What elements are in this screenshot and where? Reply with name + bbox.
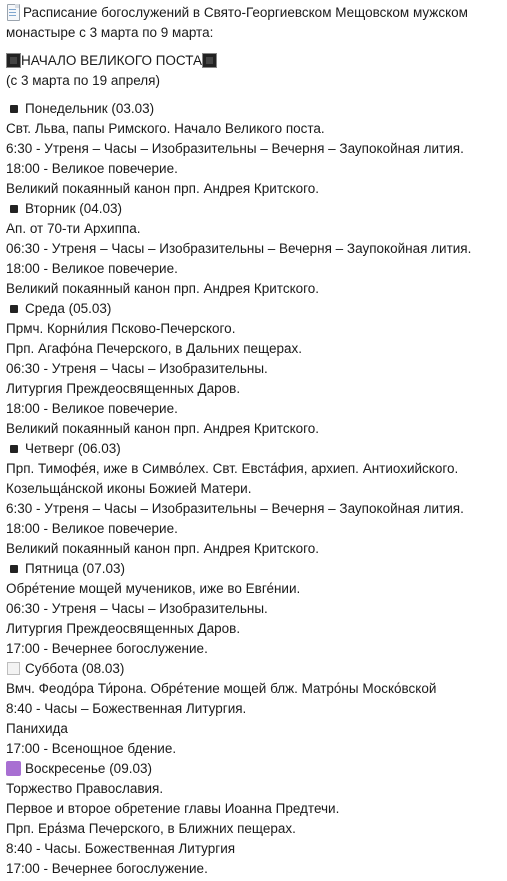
intro-text bbox=[6, 3, 501, 43]
day-title: Понедельник (03.03) bbox=[25, 101, 155, 116]
schedule-line: 06:30 - Утреня – Часы – Изобразительны – Вечерня – Заупокойная лития. bbox=[6, 241, 472, 256]
black-small-square-icon bbox=[6, 301, 21, 316]
day-heading bbox=[6, 99, 501, 119]
day-title: Воскресенье (09.03) bbox=[25, 761, 152, 776]
schedule-line: 6:30 - Утреня – Часы – Изобразительны – Вечерня – Заупокойная лития. bbox=[6, 141, 464, 156]
schedule-line: 06:30 - Утреня – Часы – Изобразительны. bbox=[6, 361, 268, 376]
white-square-icon bbox=[6, 661, 21, 676]
schedule-line: 18:00 - Великое повечерие. bbox=[6, 261, 178, 276]
day-title: Четверг (06.03) bbox=[25, 441, 121, 456]
day-heading bbox=[6, 299, 501, 319]
schedule-line: Литургия Преждеосвященных Даров. bbox=[6, 381, 241, 396]
day-title: Среда (05.03) bbox=[25, 301, 112, 316]
day-title: Вторник (04.03) bbox=[25, 201, 123, 216]
day-heading bbox=[6, 199, 501, 219]
lent-title bbox=[6, 51, 501, 71]
day-title: Пятница (07.03) bbox=[25, 561, 125, 576]
day-heading bbox=[6, 659, 501, 679]
intro-label: Расписание богослужений в Свято-Георгиевском Мещовском мужском монастыре с 3 марта по 9 марта: bbox=[6, 5, 468, 40]
schedule-line: Великий покаянный канон прп. Андрея Критского. bbox=[6, 421, 320, 436]
schedule-line: Великий покаянный канон прп. Андрея Критского. bbox=[6, 281, 320, 296]
day-heading bbox=[6, 759, 501, 779]
schedule-line: 17:00 - Вечернее богослужение. bbox=[6, 641, 208, 656]
schedule-line: Панихида bbox=[6, 721, 68, 736]
day-heading bbox=[6, 559, 501, 579]
schedule-line: Вмч. Феодо́ра Ти́рона. Обре́тение мощей блж. Матро́ны Моско́вской bbox=[6, 681, 437, 696]
schedule-line: Первое и второе обретение главы Иоанна Предтечи. bbox=[6, 801, 340, 816]
schedule-line: Прмч. Корни́лия Псково-Печерского. bbox=[6, 321, 236, 336]
schedule-line: 18:00 - Великое повечерие. bbox=[6, 401, 178, 416]
schedule-line: Литургия Преждеосвященных Даров. bbox=[6, 621, 241, 636]
schedule-line: Свт. Льва, папы Римского. Начало Великого поста. bbox=[6, 121, 325, 136]
black-small-square-icon bbox=[6, 561, 21, 576]
black-small-square-icon bbox=[6, 101, 21, 116]
schedule-line: Ап. от 70-ти Архиппа. bbox=[6, 221, 141, 236]
black-square-button-icon bbox=[202, 53, 217, 68]
black-small-square-icon bbox=[6, 201, 21, 216]
lent-title-label: НАЧАЛО ВЕЛИКОГО ПОСТА bbox=[21, 53, 203, 68]
schedule-line: Прп. Ера́зма Печерского, в Ближних пещерах. bbox=[6, 821, 296, 836]
schedule-line: Великий покаянный канон прп. Андрея Критского. bbox=[6, 541, 320, 556]
black-small-square-icon bbox=[6, 441, 21, 456]
schedule-line: 18:00 - Великое повечерие. bbox=[6, 521, 178, 536]
schedule-line: 17:00 - Вечернее богослужение. bbox=[6, 861, 208, 876]
schedule-line: Прп. Тимофе́я, иже в Симво́лех. Свт. Евста́фия, архиеп. Антиохийского. bbox=[6, 461, 459, 476]
days-list bbox=[6, 99, 501, 879]
schedule-line: Козельща́нской иконы Божией Матери. bbox=[6, 481, 252, 496]
day-heading bbox=[6, 439, 501, 459]
schedule-line: 06:30 - Утреня – Часы – Изобразительны. bbox=[6, 601, 268, 616]
page-facing-up-icon bbox=[6, 4, 20, 20]
schedule-line: 8:40 - Часы. Божественная Литургия bbox=[6, 841, 236, 856]
day-title: Суббота (08.03) bbox=[25, 661, 125, 676]
purple-square-icon bbox=[6, 761, 21, 776]
black-square-button-icon bbox=[6, 53, 21, 68]
schedule-line: 18:00 - Великое повечерие. bbox=[6, 161, 178, 176]
schedule-line: 17:00 - Всенощное бдение. bbox=[6, 741, 177, 756]
lent-range: (с 3 марта по 19 апреля) bbox=[6, 73, 160, 88]
schedule-line: 8:40 - Часы – Божественная Литургия. bbox=[6, 701, 247, 716]
schedule-line: Прп. Агафо́на Печерского, в Дальних пещерах. bbox=[6, 341, 303, 356]
schedule-line: Обре́тение мощей мучеников, иже во Евге́нии. bbox=[6, 581, 301, 596]
schedule-line: Торжество Православия. bbox=[6, 781, 164, 796]
schedule-line: 6:30 - Утреня – Часы – Изобразительны – Вечерня – Заупокойная лития. bbox=[6, 501, 464, 516]
schedule-line: Великий покаянный канон прп. Андрея Критского. bbox=[6, 181, 320, 196]
